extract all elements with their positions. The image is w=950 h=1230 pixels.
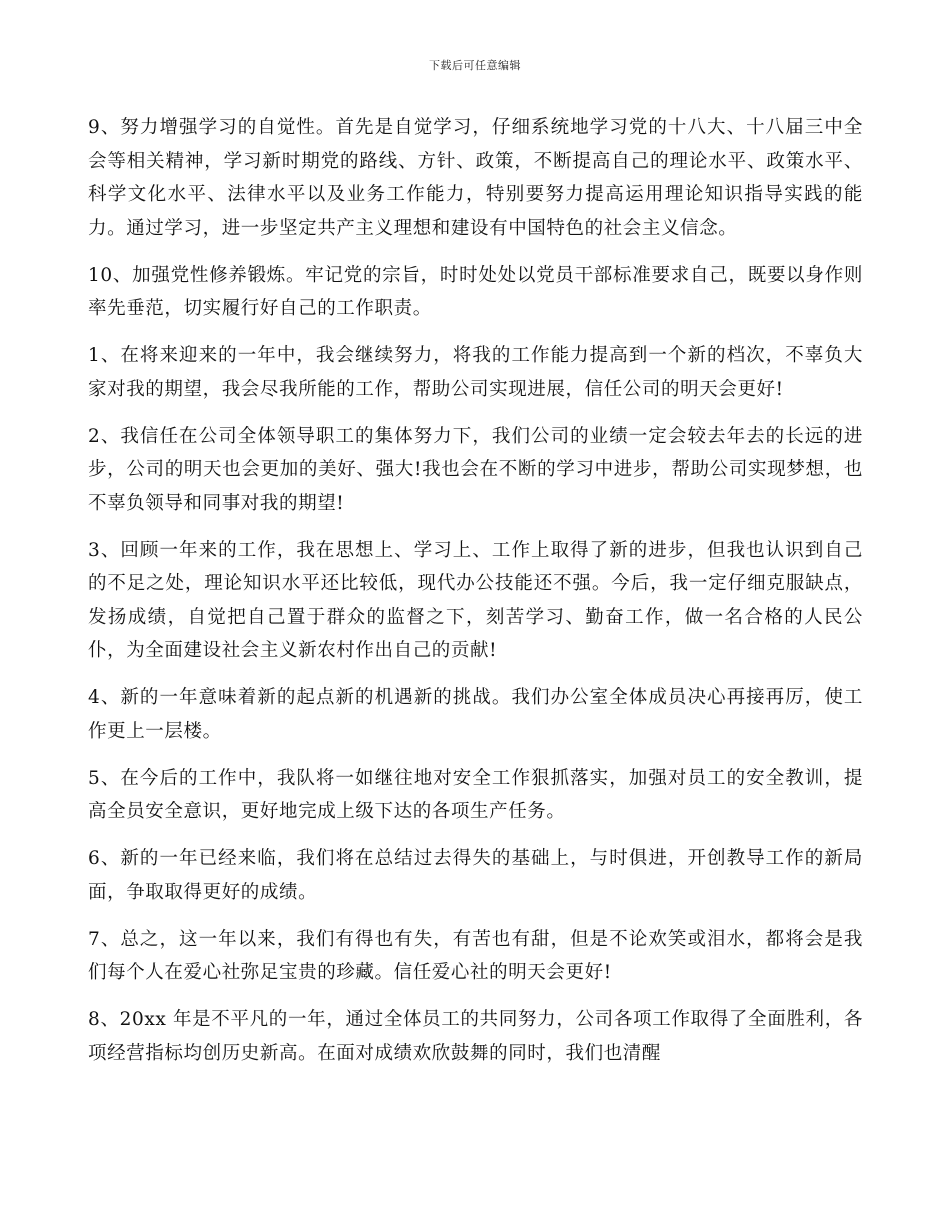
paragraph-2: 2、我信任在公司全体领导职工的集体努力下，我们公司的业绩一定会较去年去的长远的进步，公司的明天也会更加的美好、强大!我也会在不断的学习中进步，帮助公司实现梦想，也不辜负领导和同事对我的期望!: [88, 425, 863, 514]
page-header: 下载后可任意编辑: [429, 59, 521, 72]
paragraph-4: 4、新的一年意味着新的起点新的机遇新的挑战。我们办公室全体成员决心再接再厉，使工作更上一层楼。: [88, 687, 863, 742]
paragraph-3: 3、回顾一年来的工作，我在思想上、学习上、工作上取得了新的进步，但我也认识到自己的不足之处，理论知识水平还比较低，现代办公技能还不强。今后，我一定仔细克服缺点，发扬成绩，自觉把自己置于群众的监督之下，刻苦学习、勤奋工作，做一名合格的人民公仆，为全面建设社会主义新农村作出自己的贡献!: [88, 539, 863, 661]
paragraph-8: 8、20xx 年是不平凡的一年，通过全体员工的共同努力，公司各项工作取得了全面胜利，各项经营指标均创历史新高。在面对成绩欢欣鼓舞的同时，我们也清醒: [88, 1009, 863, 1064]
paragraph-9: 9、努力增强学习的自觉性。首先是自觉学习，仔细系统地学习党的十八大、十八届三中全会等相关精神，学习新时期党的路线、方针、政策，不断提高自己的理论水平、政策水平、科学文化水平、法律水平以及业务工作能力，特别要努力提高运用理论知识指导实践的能力。通过学习，进一步坚定共产主义理想和建设有中国特色的社会主义信念。: [88, 117, 863, 239]
paragraph-10: 10、加强党性修养锻炼。牢记党的宗旨，时时处处以党员干部标准要求自己，既要以身作则率先垂范，切实履行好自己的工作职责。: [88, 264, 863, 319]
paragraph-6: 6、新的一年已经来临，我们将在总结过去得失的基础上，与时俱进，开创教导工作的新局面，争取取得更好的成绩。: [88, 848, 863, 903]
paragraph-5: 5、在今后的工作中，我队将一如继往地对安全工作狠抓落实，加强对员工的安全教训，提高全员安全意识，更好地完成上级下达的各项生产任务。: [88, 767, 863, 822]
document-body: [88, 111, 863, 1084]
paragraph-1: 1、在将来迎来的一年中，我会继续努力，将我的工作能力提高到一个新的档次，不辜负大家对我的期望，我会尽我所能的工作，帮助公司实现进展，信任公司的明天会更好!: [88, 345, 863, 400]
paragraph-7: 7、总之，这一年以来，我们有得也有失，有苦也有甜，但是不论欢笑或泪水，都将会是我们每个人在爱心社弥足宝贵的珍藏。信任爱心社的明天会更好!: [88, 928, 863, 983]
